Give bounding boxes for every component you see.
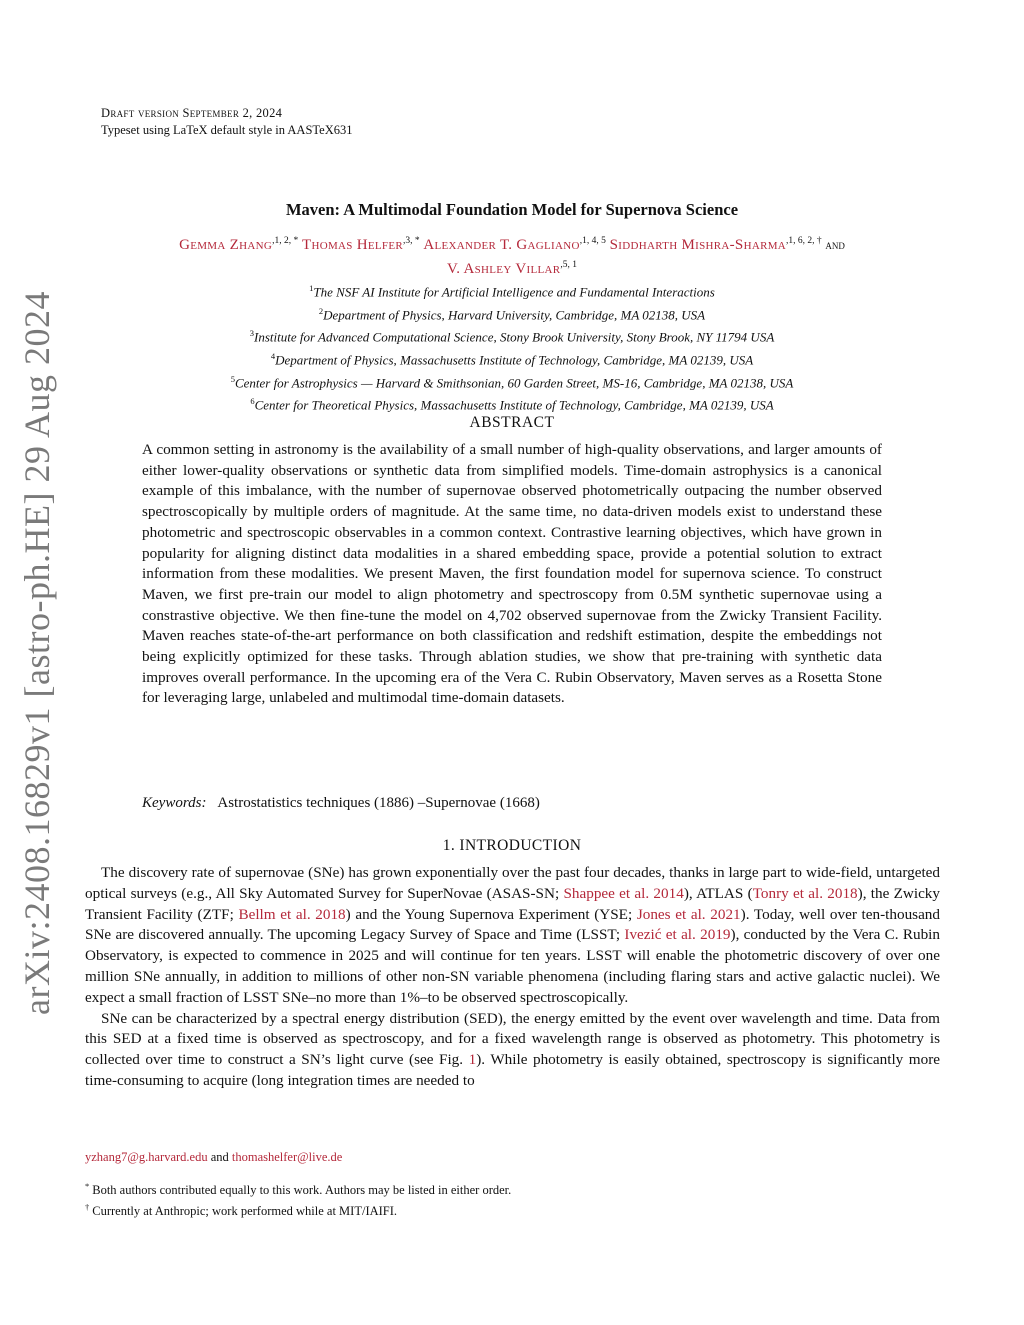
introduction-body [85, 863, 940, 1092]
affiliation-number: 3 [249, 328, 254, 339]
affiliation-item [0, 347, 1024, 370]
footnote [85, 1178, 511, 1199]
text-run: ). While photometry is easily obtained, spectroscopy is significantly more time-consuming to acquire (long integration times are needed to [85, 1051, 941, 1089]
affiliation-text: Center for Theoretical Physics, Massachusetts Institute of Technology, Cambridge, MA 02139, USA [254, 397, 774, 413]
affiliation-item [0, 370, 1024, 393]
author-name[interactable]: Siddharth Mishra-Sharma [609, 237, 787, 253]
footnote-mark: † [85, 1202, 90, 1213]
contact-emails [85, 1150, 342, 1165]
author-list: Gemma Zhang$^{,1, 2, *}$ Thomas Helfer$^{,3, *}$ Alexander T. Gagliano$^{,1, 4, 5}$ Siddharth Mishra-Sharma$^{,1, 6, 2, \dagger}$ and V. Ashley Villar$^{,5, 1}$ [179, 236, 845, 277]
author-marks: 3, * [405, 236, 420, 246]
author-marks: 1, 2, * [274, 236, 299, 246]
arxiv-id: arXiv:2408.16829v1 [astro-ph.HE] 29 Aug 2024 [17, 291, 58, 1015]
abstract-heading: ABSTRACT [469, 414, 555, 431]
text-run: ), conducted by the Vera C. Rubin Observatory, is expected to commence in 2025 and will continue for ten years. LSST will enable the photometric discovery of over one million SNe annually, in addition to millions of other non-SN variable phenomena (including flaring stars and active galactic nuclei). We expect a small fraction of LSST SNe–no more than 1%–to be observed spectroscopically. [85, 926, 940, 1006]
affiliation-item [0, 324, 1024, 347]
paper-title: Maven: A Multimodal Foundation Model for Supernova Science [285, 200, 739, 219]
paragraph [85, 1009, 940, 1092]
email-link[interactable]: thomashelfer@live.de [231, 1150, 343, 1164]
affiliation-text: The NSF AI Institute for Artificial Intelligence and Fundamental Interactions [313, 284, 715, 300]
citation-link[interactable]: Tonry et al. 2018 [752, 884, 858, 902]
keywords-value: Astrostatistics techniques (1886) –Supernovae (1668) [217, 795, 540, 811]
keywords [142, 795, 540, 812]
author-name[interactable]: V. Ashley Villar [447, 261, 561, 277]
text-run: ) and the Young Supernova Experiment (YSE; [345, 905, 637, 923]
affiliation-item [0, 279, 1024, 302]
affiliation-text: Center for Astrophysics — Harvard & Smithsonian, 60 Garden Street, MS-16, Cambridge, MA 02138, USA [234, 374, 794, 390]
affiliation-number: 2 [318, 305, 324, 316]
citation-link[interactable]: Shappee et al. 2014 [563, 884, 684, 902]
affiliation-text: Department of Physics, Harvard University, Cambridge, MA 02138, USA [323, 306, 706, 322]
author-marks: 1, 4, 5 [582, 236, 606, 246]
email-link[interactable]: yzhang7@g.harvard.edu [85, 1150, 208, 1164]
author-name[interactable]: Alexander T. Gagliano [423, 237, 580, 253]
affiliation-text: Department of Physics, Massachusetts Institute of Technology, Cambridge, MA 02139, USA [275, 352, 754, 368]
affiliation-item [0, 392, 1024, 415]
author-marks: 5, 1 [562, 260, 577, 270]
footnote-mark: * [85, 1181, 90, 1191]
typeset-line: Typeset using LaTeX default style in AASTeX631 [101, 123, 353, 137]
keywords-label: Keywords: [142, 795, 207, 811]
affiliation-number: 5 [230, 373, 235, 384]
affiliation-item [0, 302, 1024, 325]
citation-link[interactable]: Jones et al. 2021 [636, 905, 741, 923]
citation-link[interactable]: Bellm et al. 2018 [238, 905, 346, 923]
figure-link[interactable]: 1 [468, 1051, 477, 1069]
affiliation-number: 1 [309, 283, 314, 293]
author-name[interactable]: Thomas Helfer [302, 237, 403, 253]
footnote-text: Currently at Anthropic; work performed while at MIT/IAIFI. [92, 1204, 398, 1219]
and-word: and [210, 1150, 229, 1164]
text-run: The discovery rate of supernovae (SNe) has grown exponentially over the past four decades, thanks in large part to wide-field, untargeted optical surveys (e.g., All Sky Automated Survey for SuperNovae (ASAS-SN; [85, 864, 940, 902]
affiliation-list [0, 279, 1024, 415]
section-heading: 1. INTRODUCTION [442, 837, 582, 854]
author-name[interactable]: Gemma Zhang [179, 237, 273, 253]
affiliation-number: 6 [250, 396, 255, 407]
draft-version: Draft version September 2, 2024 [101, 106, 283, 120]
author-marks: 1, 6, 2, † [788, 236, 822, 246]
text-run: ), the Zwicky Transient Facility (ZTF; [85, 884, 940, 923]
text-run: ), ATLAS ( [683, 884, 753, 902]
paragraph [85, 863, 940, 1009]
text-run: ). Today, well over ten-thousand SNe are discovered annually. The upcoming Legacy Survey of Space and Time (LSST; [85, 905, 940, 944]
and-word: and [825, 237, 845, 252]
footnotes [85, 1178, 511, 1220]
citation-link[interactable]: Ivezić et al. 2019 [624, 926, 731, 944]
footnote [85, 1199, 511, 1220]
draft-header [101, 105, 353, 139]
affiliation-text: Institute for Advanced Computational Science, Stony Brook University, Stony Brook, NY 11794 USA [253, 329, 775, 345]
footnote-text: Both authors contributed equally to this work. Authors may be listed in either order. [92, 1183, 512, 1198]
abstract-text: A common setting in astronomy is the availability of a small number of high-quality observations, and larger amounts of either lower-quality observations or synthetic data from simplified models. Time-domain astrophysics is a canonical example of this imbalance, with the number of supernovae observed photometrically outpacing the number observed spectroscopically by multiple orders of magnitude. At the same time, no data-driven models exist to understand these photometric and spectroscopic observables in a common context. Contrastive learning objectives, which have grown in popularity for aligning distinct data modalities in a shared embedding space, provide a potential solution to extract information from these modalities. We present Maven, the first foundation model for supernova science. To construct Maven, we first pre-train our model to align photometry and spectroscopy from 0.5M synthetic supernovae using a constrastive objective. We then fine-tune the model on 4,702 observed supernovae from the Zwicky Transient Facility. Maven reaches state-of-the-art performance on both classification and redshift estimation, despite the embeddings not being explicitly optimized for these tasks. Through ablation studies, we show that pre-training with synthetic data improves overall performance. In the upcoming era of the Vera C. Rubin Observatory, Maven serves as a Rosetta Stone for leveraging large, unlabeled and multimodal time-domain datasets. [142, 441, 882, 707]
affiliation-number: 4 [270, 350, 276, 361]
text-run: SNe can be characterized by a spectral energy distribution (SED), the energy emitted by the event over wavelength and time. Data from this SED at a fixed time is observed as spectroscopy, and for a fixed wavelength range is observed as photometry. This photometry is collected over time to construct a SN’s light curve (see Fig. [85, 1009, 940, 1069]
